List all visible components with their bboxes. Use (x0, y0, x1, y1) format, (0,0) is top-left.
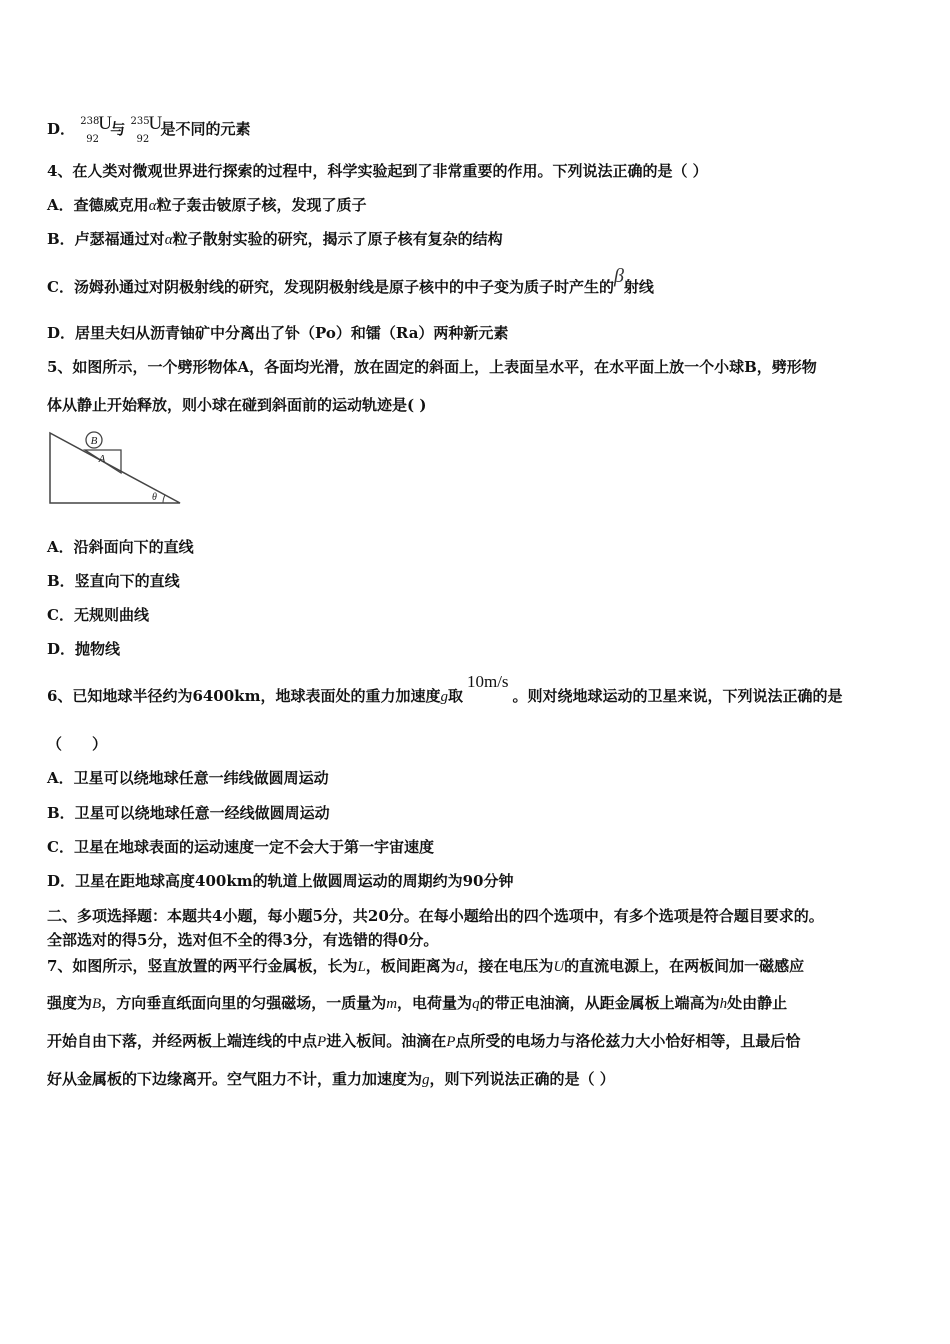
q7-line2: 强度为B，方向垂直纸面向里的匀强磁场，一质量为m，电荷量为q的带正电油滴，从距金属板上端高为h处由静止 (47, 994, 788, 1012)
ball-label: B (90, 435, 98, 447)
q5-option-a: A．沿斜面向下的直线 (47, 538, 194, 556)
q6-paren: （ ） (47, 735, 108, 753)
q7-line3: 开始自由下落，并经两板上端连线的中点P进入板间。油滴在P点所受的电场力与洛伦兹力大小恰好相等，且最后恰 (47, 1032, 801, 1050)
angle-label: θ (152, 492, 157, 503)
q6-option-c: C．卫星在地球表面的运动速度一定不会大于第一宇宙速度 (47, 838, 434, 856)
section2-line1: 二、多项选择题：本题共4小题，每小题5分，共20分。在每小题给出的四个选项中，有多个选项是符合题目要求的。 (47, 907, 824, 925)
q7-line4: 好从金属板的下边缘离开。空气阻力不计，重力加速度为g，则下列说法正确的是（ ） (47, 1070, 615, 1088)
isotope-u235: 235 92 U (130, 113, 163, 145)
q6-option-b: B．卫星可以绕地球任意一经线做圆周运动 (47, 804, 330, 822)
q7-line1: 7、如图所示，竖直放置的两平行金属板，长为L，板间距离为d，接在电压为U的直流电源上，在两板间加一磁感应 (47, 957, 805, 975)
q4-option-a: A．查德威克用α粒子轰击铍原子核，发现了质子 (47, 196, 367, 214)
isotope-u238: 238 92 U (80, 113, 112, 145)
q5-stem-line2: 体从静止开始释放，则小球在碰到斜面前的运动轨迹是( ) (47, 396, 427, 414)
q4-option-d: D．居里夫妇从沥青铀矿中分离出了钋（Po）和镭（Ra）两种新元素 (47, 324, 509, 342)
q5-option-d: D．抛物线 (47, 640, 121, 658)
q3-option-d: D． 238 92 U 与 235 92 U 是不同的元素 (47, 113, 251, 145)
q5-stem-line1: 5、如图所示，一个劈形物体A，各面均光滑，放在固定的斜面上，上表面呈水平，在水平面上放一个小球B，劈形物 (47, 358, 817, 376)
q5-figure (45, 428, 185, 508)
q6-option-a: A．卫星可以绕地球任意一纬线做圆周运动 (47, 769, 329, 787)
q6-option-d: D．卫星在距地球高度400km的轨道上做圆周运动的周期约为90分钟 (47, 872, 514, 890)
section2-line2: 全部选对的得5分，选对但不全的得3分，有选错的得0分。 (47, 931, 439, 949)
q4-option-c: C．汤姆孙通过对阴极射线的研究，发现阴极射线是原子核中的中子变为质子时产生的β射线 (47, 265, 654, 296)
q6-stem: 6、已知地球半径约为6400km，地球表面处的重力加速度g取10m/s。则对绕地球运动的卫星来说，下列说法正确的是 (47, 672, 843, 705)
q5-option-c: C．无规则曲线 (47, 606, 149, 624)
q4-stem: 4、在人类对微观世界进行探索的过程中，科学实验起到了非常重要的作用。下列说法正确的是（ ） (47, 162, 708, 180)
q5-option-b: B．竖直向下的直线 (47, 572, 180, 590)
incline (50, 433, 180, 503)
angle-arc (163, 495, 165, 503)
wedge-label: A (98, 453, 106, 465)
q4-option-b: B．卢瑟福通过对α粒子散射实验的研究，揭示了原子核有复杂的结构 (47, 230, 503, 248)
